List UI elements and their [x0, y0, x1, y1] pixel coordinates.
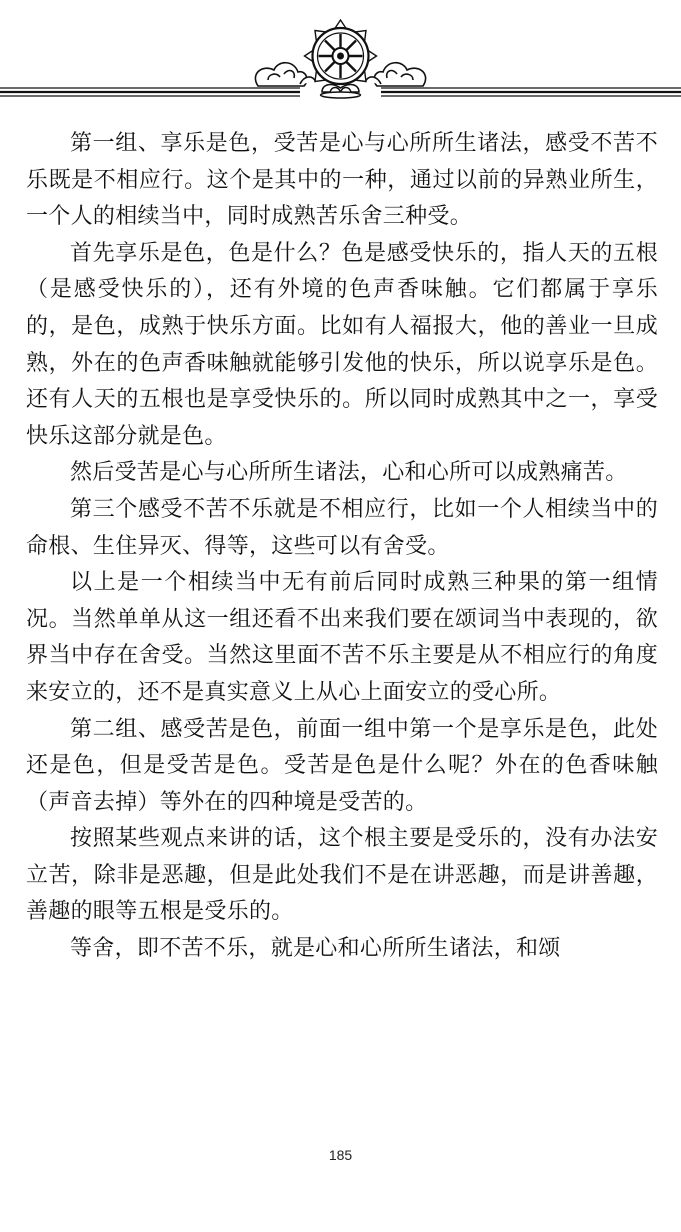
dharma-wheel-icon: [0, 0, 681, 120]
paragraph: 首先享乐是色，色是什么？色是感受快乐的，指人天的五根（是感受快乐的），还有外境的色声香味触。它们都属于享乐的，是色，成熟于快乐方面。比如有人福报大，他的善业一旦成熟，外在的色声香味触就能够引发他的快乐，所以说享乐是色。还有人天的五根也是享受快乐的。所以同时成熟其中之一，享受快乐这部分就是色。: [26, 240, 658, 449]
page-body: [26, 126, 658, 968]
paragraph: 按照某些观点来讲的话，这个根主要是受乐的，没有办法安立苦，除非是恶趣，但是此处我们不是在讲恶趣，而是讲善趣，善趣的眼等五根是受乐的。: [26, 826, 658, 925]
page-number: 185: [328, 1147, 353, 1163]
page-header: [0, 0, 681, 120]
paragraph: 然后受苦是心与心所所生诸法，心和心所可以成熟痛苦。: [70, 460, 628, 486]
paragraph: 以上是一个相续当中无有前后同时成熟三种果的第一组情况。当然单单从这一组还看不出来我们要在颂词当中表现的，欲界当中存在舍受。当然这里面不苦不乐主要是从不相应行的角度来安立的，还不是真实意义上从心上面安立的受心所。: [26, 570, 658, 705]
paragraph: 第三个感受不苦不乐就是不相应行，比如一个人相续当中的命根、生住异灭、得等，这些可以有舍受。: [26, 496, 658, 559]
paragraph: 第一组、享乐是色，受苦是心与心所所生诸法，感受不苦不乐既是不相应行。这个是其中的一种，通过以前的异熟业所生，一个人的相续当中，同时成熟苦乐舍三种受。: [26, 131, 658, 230]
paragraph: 等舍，即不苦不乐，就是心和心所所生诸法，和颂: [70, 936, 561, 962]
paragraph: 第二组、感受苦是色，前面一组中第一个是享乐是色，此处还是色，但是受苦是色。受苦是色是什么呢？外在的色香味触（声音去掉）等外在的四种境是受苦的。: [26, 716, 658, 815]
